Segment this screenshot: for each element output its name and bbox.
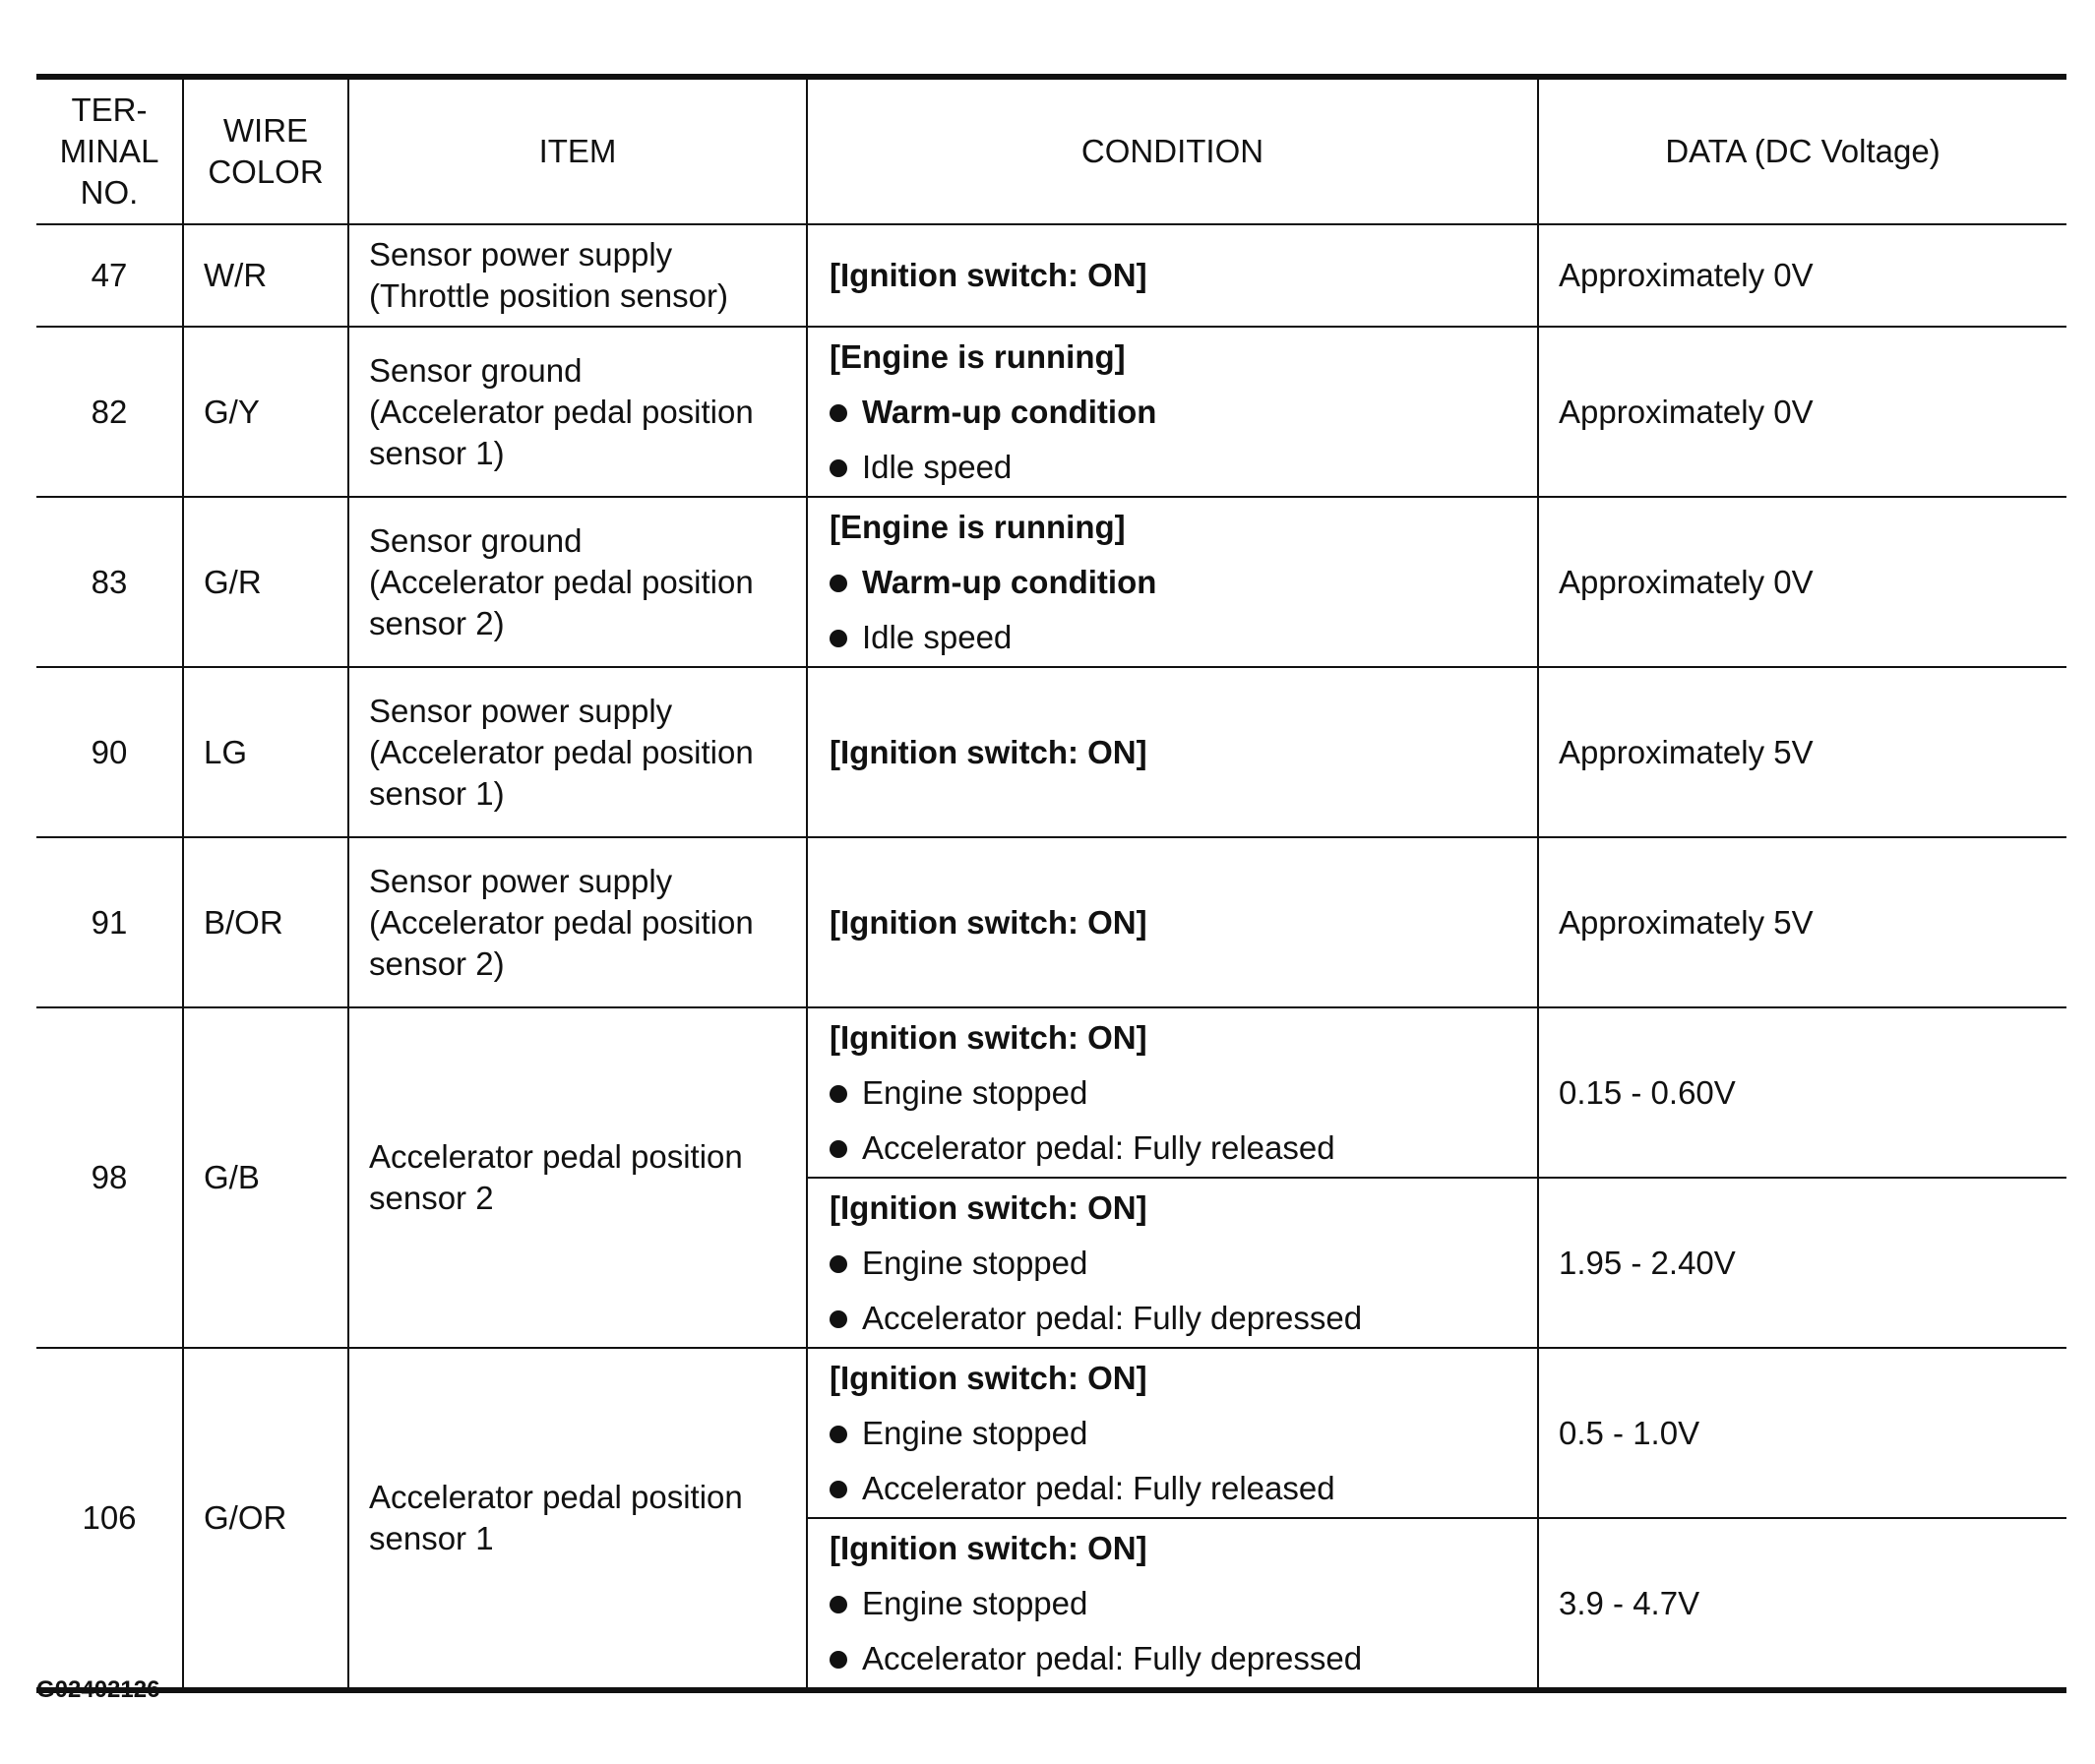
condition-cell bbox=[807, 224, 1538, 327]
condition-heading bbox=[830, 248, 1515, 303]
terminal-no-cell-text: 91 bbox=[91, 903, 128, 941]
condition-heading bbox=[830, 330, 1515, 385]
header-terminal-no-text: TER- MINAL NO. bbox=[59, 91, 159, 211]
wire-color-cell-text: G/Y bbox=[204, 393, 260, 430]
condition-bullet-item bbox=[830, 1291, 1515, 1346]
terminal-no-cell bbox=[36, 327, 183, 497]
data-voltage-cell-text: 0.15 - 0.60V bbox=[1559, 1073, 1736, 1111]
condition-cell bbox=[807, 497, 1538, 667]
bullet-icon bbox=[830, 575, 847, 592]
bullet-icon bbox=[830, 1310, 847, 1328]
condition-text: [Ignition switch: ON] bbox=[830, 903, 1147, 941]
item-cell bbox=[348, 1348, 807, 1690]
terminal-no-cell bbox=[36, 1348, 183, 1690]
item-cell bbox=[348, 1007, 807, 1348]
wire-color-cell bbox=[183, 1007, 348, 1348]
data-voltage-cell-text: Approximately 0V bbox=[1559, 563, 1814, 600]
condition-text: [Ignition switch: ON] bbox=[830, 1359, 1147, 1396]
condition-text: [Ignition switch: ON] bbox=[830, 1529, 1147, 1566]
condition-heading bbox=[830, 725, 1515, 780]
condition-text: [Ignition switch: ON] bbox=[830, 1018, 1147, 1056]
data-voltage-cell-text: 3.9 - 4.7V bbox=[1559, 1584, 1700, 1621]
condition-text: Engine stopped bbox=[862, 1073, 1088, 1111]
table-row bbox=[36, 1348, 2066, 1518]
condition-text: Engine stopped bbox=[862, 1244, 1088, 1281]
terminal-no-cell-text: 82 bbox=[91, 393, 128, 430]
terminal-no-cell bbox=[36, 837, 183, 1007]
condition-heading bbox=[830, 1521, 1515, 1576]
header-data bbox=[1538, 77, 2066, 224]
condition-bullet-item bbox=[830, 1631, 1515, 1686]
wire-color-cell-text: G/R bbox=[204, 563, 262, 600]
wire-color-cell bbox=[183, 667, 348, 837]
condition-text: Engine stopped bbox=[862, 1414, 1088, 1451]
terminal-no-cell-text: 98 bbox=[91, 1159, 128, 1195]
header-data-text: DATA (DC Voltage) bbox=[1665, 133, 1941, 169]
wire-color-cell-text: LG bbox=[204, 733, 248, 770]
item-cell-text: Accelerator pedal position sensor 2 bbox=[369, 1138, 743, 1216]
condition-cell bbox=[807, 667, 1538, 837]
condition-cell bbox=[807, 837, 1538, 1007]
data-voltage-cell-text: 1.95 - 2.40V bbox=[1559, 1244, 1736, 1281]
terminal-no-cell-text: 83 bbox=[91, 563, 128, 600]
condition-text: Warm-up condition bbox=[862, 563, 1157, 600]
item-cell bbox=[348, 327, 807, 497]
condition-cell bbox=[807, 1348, 1538, 1518]
condition-heading bbox=[830, 1351, 1515, 1406]
wire-color-cell-text: B/OR bbox=[204, 903, 283, 941]
data-voltage-cell bbox=[1538, 327, 2066, 497]
condition-bullet-item bbox=[830, 1576, 1515, 1631]
condition-cell bbox=[807, 1007, 1538, 1178]
terminal-no-cell bbox=[36, 497, 183, 667]
data-voltage-cell-text: Approximately 0V bbox=[1559, 393, 1814, 430]
header-wire-color bbox=[183, 77, 348, 224]
bullet-icon bbox=[830, 1651, 847, 1669]
bullet-icon bbox=[830, 459, 847, 477]
condition-text: Idle speed bbox=[862, 618, 1013, 655]
bullet-icon bbox=[830, 1140, 847, 1158]
condition-heading bbox=[830, 1181, 1515, 1236]
data-voltage-cell bbox=[1538, 1178, 2066, 1348]
table-row bbox=[36, 327, 2066, 497]
item-cell-text: Sensor ground (Accelerator pedal position sensor 2) bbox=[369, 521, 754, 641]
wire-color-cell bbox=[183, 497, 348, 667]
header-condition bbox=[807, 77, 1538, 224]
condition-text: [Ignition switch: ON] bbox=[830, 257, 1147, 293]
table-row bbox=[36, 837, 2066, 1007]
item-cell-text: Sensor power supply (Accelerator pedal position sensor 1) bbox=[369, 692, 754, 812]
terminal-no-cell-text: 106 bbox=[82, 1499, 137, 1536]
terminal-no-cell-text: 47 bbox=[91, 257, 128, 293]
wire-color-cell bbox=[183, 837, 348, 1007]
wire-color-cell bbox=[183, 327, 348, 497]
table-row bbox=[36, 1007, 2066, 1178]
condition-text: Accelerator pedal: Fully depressed bbox=[862, 1299, 1363, 1336]
terminal-no-cell bbox=[36, 1007, 183, 1348]
item-cell bbox=[348, 837, 807, 1007]
table-row bbox=[36, 497, 2066, 667]
wire-color-cell bbox=[183, 224, 348, 327]
bullet-icon bbox=[830, 630, 847, 647]
condition-bullet-item bbox=[830, 555, 1515, 610]
header-condition-text: CONDITION bbox=[1080, 133, 1264, 169]
condition-bullet-item bbox=[830, 1121, 1515, 1176]
terminal-no-cell-text: 90 bbox=[91, 733, 128, 770]
header-terminal-no bbox=[36, 77, 183, 224]
item-cell-text: Sensor ground (Accelerator pedal position sensor 1) bbox=[369, 351, 754, 471]
table-row bbox=[36, 667, 2066, 837]
item-cell bbox=[348, 667, 807, 837]
data-voltage-cell bbox=[1538, 667, 2066, 837]
wire-color-cell bbox=[183, 1348, 348, 1690]
wire-color-cell-text: W/R bbox=[204, 257, 268, 293]
data-voltage-cell-text: 0.5 - 1.0V bbox=[1559, 1414, 1700, 1451]
condition-text: Accelerator pedal: Fully released bbox=[862, 1128, 1335, 1166]
figure-id: G02402126 bbox=[36, 1676, 160, 1703]
data-voltage-cell bbox=[1538, 497, 2066, 667]
data-voltage-cell bbox=[1538, 1518, 2066, 1690]
item-cell-text: Sensor power supply (Accelerator pedal position sensor 2) bbox=[369, 862, 754, 982]
condition-heading bbox=[830, 895, 1515, 950]
condition-bullet-item bbox=[830, 385, 1515, 440]
condition-text: Engine stopped bbox=[862, 1584, 1088, 1621]
data-voltage-cell-text: Approximately 0V bbox=[1559, 257, 1814, 293]
condition-bullet-item bbox=[830, 1406, 1515, 1461]
condition-text: [Ignition switch: ON] bbox=[830, 1188, 1147, 1226]
condition-text: Accelerator pedal: Fully released bbox=[862, 1469, 1335, 1506]
data-voltage-cell bbox=[1538, 1007, 2066, 1178]
bullet-icon bbox=[830, 1596, 847, 1613]
table-row bbox=[36, 224, 2066, 327]
condition-text: [Engine is running] bbox=[830, 337, 1126, 375]
bullet-icon bbox=[830, 1255, 847, 1273]
condition-bullet-item bbox=[830, 1065, 1515, 1121]
condition-bullet-item bbox=[830, 610, 1515, 665]
condition-text: [Ignition switch: ON] bbox=[830, 733, 1147, 770]
item-cell bbox=[348, 224, 807, 327]
data-voltage-cell bbox=[1538, 224, 2066, 327]
bullet-icon bbox=[830, 1085, 847, 1103]
condition-bullet-item bbox=[830, 440, 1515, 495]
bullet-icon bbox=[830, 1426, 847, 1443]
condition-bullet-item bbox=[830, 1236, 1515, 1291]
header-wire-color-text: WIRE COLOR bbox=[208, 112, 324, 190]
condition-heading bbox=[830, 1010, 1515, 1065]
item-cell-text: Accelerator pedal position sensor 1 bbox=[369, 1479, 743, 1556]
data-voltage-cell-text: Approximately 5V bbox=[1559, 903, 1814, 941]
terminal-no-cell bbox=[36, 224, 183, 327]
condition-heading bbox=[830, 500, 1515, 555]
table-body bbox=[36, 224, 2066, 1690]
data-voltage-cell bbox=[1538, 1348, 2066, 1518]
bullet-icon bbox=[830, 1481, 847, 1498]
header-row bbox=[36, 77, 2066, 224]
terminal-no-cell bbox=[36, 667, 183, 837]
condition-cell bbox=[807, 327, 1538, 497]
bullet-icon bbox=[830, 404, 847, 422]
data-voltage-cell bbox=[1538, 837, 2066, 1007]
header-item bbox=[348, 77, 807, 224]
wire-color-cell-text: G/B bbox=[204, 1159, 260, 1195]
wire-color-cell-text: G/OR bbox=[204, 1499, 287, 1536]
data-voltage-cell-text: Approximately 5V bbox=[1559, 733, 1814, 770]
condition-text: Idle speed bbox=[862, 448, 1013, 485]
terminal-data-table bbox=[36, 74, 2066, 1693]
item-cell-text: Sensor power supply (Throttle position sensor) bbox=[369, 236, 728, 314]
condition-cell bbox=[807, 1518, 1538, 1690]
item-cell bbox=[348, 497, 807, 667]
header-item-text: ITEM bbox=[538, 133, 617, 169]
condition-cell bbox=[807, 1178, 1538, 1348]
condition-text: Warm-up condition bbox=[862, 393, 1157, 430]
condition-bullet-item bbox=[830, 1461, 1515, 1516]
condition-text: [Engine is running] bbox=[830, 508, 1126, 545]
condition-text: Accelerator pedal: Fully depressed bbox=[862, 1639, 1363, 1676]
